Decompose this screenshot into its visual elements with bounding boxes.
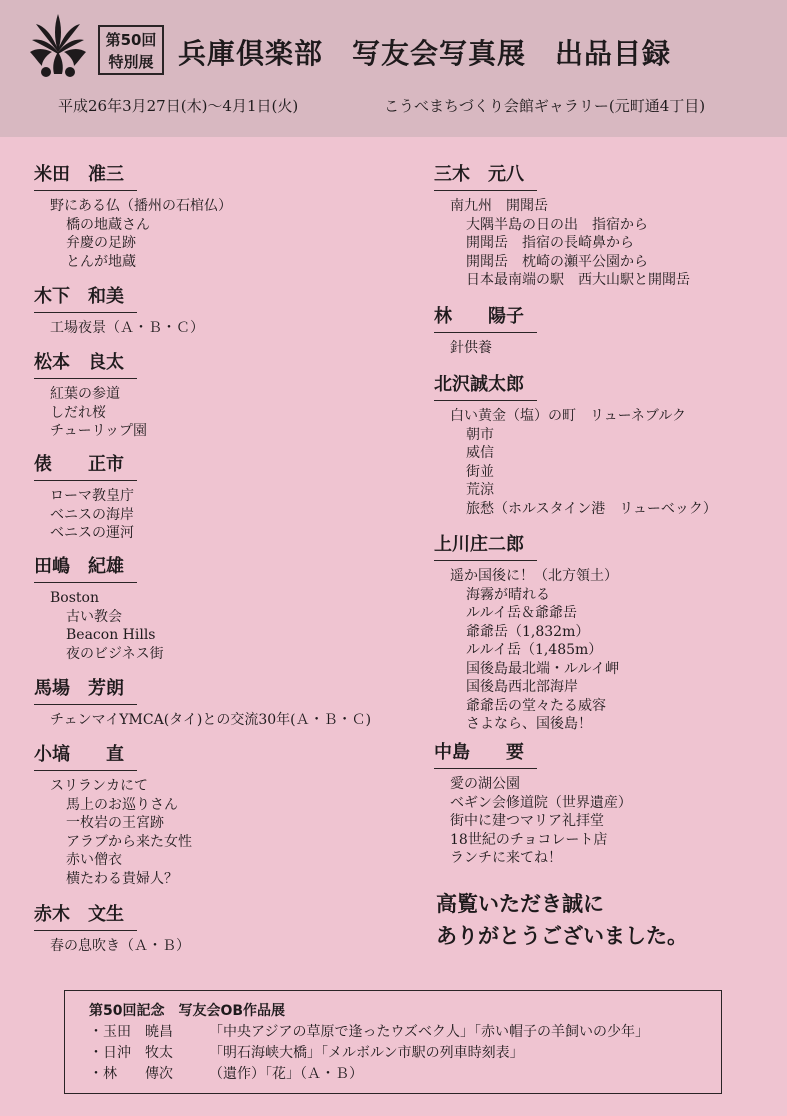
work-title: 朝市 [466,426,494,443]
work-list [34,589,164,663]
work-title: ランチに来てね！ [450,850,562,866]
work-title: 夜のビジネス街 [66,645,164,662]
work-title: 爺爺岳の堂々たる威容 [466,697,606,714]
work-list [34,937,190,956]
work-title: しだれ桜 [50,404,106,421]
entry-akagi [34,900,190,956]
work-title: 荒涼 [466,482,494,498]
work-title: 日本最南端の駅 西大山駅と開聞岳 [466,272,690,288]
work-title: 赤い僧衣 [66,852,122,868]
entry-miki [434,160,690,290]
work-title: ルルイ岳＆爺爺岳 [466,605,577,621]
work-title: ベニスの海岸 [50,506,134,523]
entry-kobanawa [34,740,192,888]
work-title: とんが地蔵 [66,253,136,270]
entry-nakajima [434,738,632,868]
photographer-name: 馬場 芳朗 [34,674,137,705]
work-title: 街中に建つマリア礼拝堂 [450,813,604,829]
entry-kamikawa [434,530,619,734]
photographer-name: 松本 良太 [34,348,137,379]
work-title: 愛の湖公園 [450,776,520,792]
exhibition-dates: 平成26年3月27日(木)～4月1日(火) [58,97,299,115]
entry-kitazawa [434,370,717,518]
work-title: 国後島西北部海岸 [466,679,578,695]
work-title: 国後島最北端・ルルイ岬 [466,660,619,677]
ob-row [89,1022,721,1043]
work-title: 街並 [466,463,494,480]
work-title: 紅葉の参道 [50,386,120,402]
thank-you-message [436,888,688,952]
work-list [34,319,204,338]
work-title: 開聞岳 指宿の長崎鼻から [466,235,634,251]
entry-hayashi [434,302,537,358]
work-title: 18世紀のチョコレート店 [450,831,608,848]
work-title: 馬上のお巡りさん [66,796,178,813]
photographer-name: 田嶋 紀雄 [34,552,137,583]
work-title: ベニスの運河 [50,525,134,541]
photographer-name: 米田 准三 [34,160,137,191]
work-title: 海霧が晴れる [466,586,550,603]
entry-yoneda [34,160,232,271]
photographer-name: 小塙 直 [34,740,137,771]
work-title: Beacon Hills [66,627,156,643]
work-title: 開聞岳 枕崎の瀬平公園から [466,253,648,270]
ob-artist: ・日沖 牧太 [89,1045,173,1061]
work-title: 横たわる貴婦人？ [66,870,178,887]
ob-artist: ・玉田 暁昌 [89,1024,173,1040]
work-title: ベギン会修道院（世界遺産） [450,794,632,811]
entry-matsumoto [34,348,147,441]
work-list [34,487,137,543]
work-list [34,385,147,441]
thanks-line-1: 高覧いただき誠に [436,892,604,916]
work-title: 弁慶の足跡 [66,235,136,251]
header-band [0,0,787,137]
badge-line-2: 特別展 [108,53,154,71]
work-title: さよなら、国後島！ [466,716,592,732]
work-list [34,197,232,271]
work-title: 一枚岩の王宮跡 [66,815,164,831]
work-list [434,197,690,290]
work-title: チェンマイYMCA(タイ)との交流30年(Ａ・Ｂ・Ｃ) [50,712,372,728]
photographer-name: 中島 要 [434,738,537,769]
ob-title: 第50回記念 写友会OB作品展 [89,1003,286,1019]
work-list [434,775,632,868]
work-title: 大隅半島の日の出 指宿から [466,216,648,233]
work-title: 旅愁（ホルスタイン港 リューベック） [466,500,717,517]
work-list [434,567,619,734]
ob-exhibition-box [64,990,722,1094]
work-title: Boston [50,590,99,606]
badge-line-1: 第50回 [105,31,157,49]
photographer-name: 俵 正市 [34,450,137,481]
ob-works: 「中央アジアの草原で逢ったウズベク人」「赤い帽子の羊飼いの少年」 [209,1024,650,1040]
work-title: 工場夜景（Ａ・Ｂ・Ｃ） [50,320,204,336]
work-title: 南九州 開聞岳 [450,198,548,214]
work-title: 白い黄金（塩）の町 リューネブルク [450,408,687,424]
ob-row [89,1064,721,1085]
work-title: 春の息吹き（Ａ・Ｂ） [50,938,190,954]
page-title: 兵庫倶楽部 写友会写真展 出品目録 [178,37,672,70]
work-title: 橋の地蔵さん [66,216,150,233]
ob-artist: ・林 傳次 [89,1066,173,1082]
work-title: 古い教会 [66,608,122,625]
entry-tajima [34,552,164,663]
work-list [34,777,192,888]
work-title: 威信 [466,445,494,461]
entry-baba [34,674,371,730]
work-title: 爺爺岳（1,832m） [466,623,590,640]
photographer-name: 林 陽子 [434,302,537,333]
work-list [34,711,371,730]
work-title: ローマ教皇庁 [50,488,134,504]
work-title: 野にある仏（播州の石棺仏） [50,198,232,214]
photographer-name: 北沢誠太郎 [434,370,537,401]
work-title: 遥か国後に！（北方領土） [450,568,618,584]
entry-kinoshita [34,282,204,338]
anniversary-badge [98,25,164,75]
work-title: ルルイ岳（1,485m） [466,642,603,658]
exhibition-venue: こうべまちづくり会館ギャラリー(元町通4丁目) [384,97,706,115]
work-title: 針供養 [450,340,492,356]
work-list [434,407,717,518]
ob-works: 「明石海峡大橋」「メルボルン市駅の列車時刻表」 [209,1045,524,1061]
work-title: アラブから来た女性 [66,833,192,850]
entry-tawara [34,450,137,543]
thanks-line-2: ありがとうございました。 [436,924,688,948]
club-emblem-icon [28,12,88,82]
work-list [434,339,537,358]
work-title: チューリップ園 [50,423,148,439]
photographer-name: 木下 和美 [34,282,137,313]
photographer-name: 赤木 文生 [34,900,137,931]
photographer-name: 三木 元八 [434,160,537,191]
photographer-name: 上川庄二郎 [434,530,537,561]
ob-works: （遺作）「花」（Ａ・Ｂ） [209,1066,363,1082]
ob-row [89,1043,721,1064]
work-title: スリランカにて [50,778,148,794]
